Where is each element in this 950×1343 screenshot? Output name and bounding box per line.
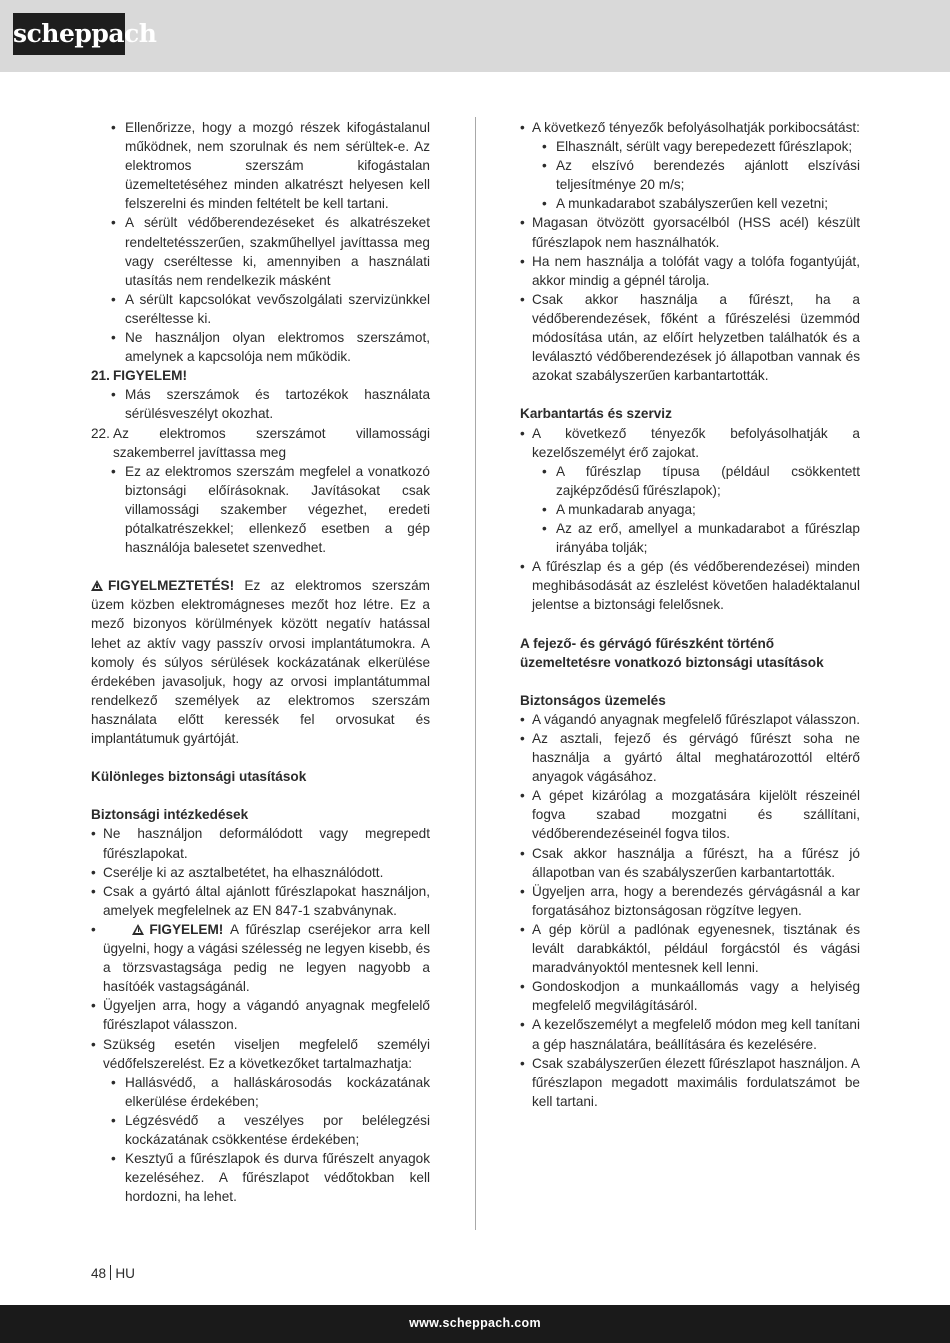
list-item: • Szükség esetén viseljen megfelelő személyi védőfelszerelést. Ez a következőket tartalmazhatja: <box>91 1036 430 1071</box>
warning-triangle-icon <box>91 580 103 591</box>
sub-list-item: • Légzésvédő a veszélyes por belélegzési kockázatának csökkentése érdekében; <box>111 1112 430 1147</box>
list-item: • A kezelőszemélyt a megfelelő módon meg kell tanítani a gép használatára, beállítására és kezelésére. <box>520 1017 860 1052</box>
list-item: • Cserélje ki az asztalbetétet, ha elhasználódott. <box>91 864 384 880</box>
section-heading: A fejező- és gérvágó fűrészként történő üzemeltetésre vonatkozó biztonsági utasítások <box>520 635 824 670</box>
website-url: www.scheppach.com <box>409 1316 541 1330</box>
list-item: • A gép körül a padlónak egyenesnek, tisztának és levált darabkáktól, például forgácstól és vágási maradványoktól mentesnek kell lenni. <box>520 921 860 976</box>
page-number: 48 HU <box>91 1266 135 1281</box>
list-item: • A sérült kapcsolókat vevőszolgálati szervizünkkel cseréltesse ki. <box>111 291 430 326</box>
list-item: • A gépet kizárólag a mozgatására kijelölt részeinél fogva szabad mozgatni és szállítani, védőberendezéseinél fogva tilos. <box>520 788 860 842</box>
sub-list-item: • A munkadarab anyaga; <box>542 501 696 517</box>
list-item: • Ne használjon deformálódott vagy megrepedt fűrészlapokat. <box>91 826 430 861</box>
list-item: • A vágandó anyagnak megfelelő fűrészlapot válasszon. <box>520 711 860 727</box>
list-item: • Más szerszámok és tartozékok használata sérülésveszélyt okozhat. <box>111 387 430 422</box>
scheppach-logo: scheppach <box>13 13 125 55</box>
list-item: • Ellenőrizze, hogy a mozgó részek kifogástalanul működnek, nem szorulnak és nem sérültek-e. Az elektromos szerszám kifogástalan üzemeltetéséhez minden alkatrészt helyesen kell felszerelni és minden feltételt be kell tartani. <box>111 120 430 212</box>
column-divider <box>475 117 476 1230</box>
list-item: • A sérült védőberendezéseket és alkatrészeket rendeltetésszerűen, szakműhellyel javíttassa meg vagy cseréltesse ki, amennyiben a használati utasítás nem rendelkezik másként <box>111 215 430 288</box>
list-item: • Csak akkor használja a fűrészt, ha a védőberendezések, főként a fűrészelési üzemmód módosítása után, az előírt helyzetben találhatók és a leválasztó védőberendezések jó állapotban vannak és azokat szabályszerűen karbantartották. <box>520 291 860 384</box>
list-item: • Ez az elektromos szerszám megfelel a vonatkozó biztonsági előírásoknak. Javításokat csak villamossági szakember végezhet, eredeti pótalkatrészekkel; ellenkező esetben a gép használója balesetet szenvedhet. <box>111 463 430 556</box>
sub-list-item: • Az az erő, amellyel a munkadarabot a fűrészlap irányába tolják; <box>542 520 860 556</box>
list-item: • A következő tényezők befolyásolhatják a kezelőszemélyt érő zajokat. <box>520 425 860 460</box>
sub-list-item: • Az elszívó berendezés ajánlott elszívási teljesítménye 20 m/s; <box>542 158 860 193</box>
list-item: • Ügyeljen arra, hogy a berendezés gérvágásnál a kar forgatásához biztonságosan rögzítve legyen. <box>520 883 860 918</box>
right-column <box>520 118 860 1111</box>
section-heading: Biztonságos üzemelés <box>520 692 666 708</box>
list-item: • Csak a gyártó által ajánlott fűrészlapokat használjon, amelyek megfelelnek az EN 847-1 szabványnak. <box>91 883 430 918</box>
left-column <box>91 118 430 1206</box>
page-header <box>0 0 950 72</box>
list-item: • Gondoskodjon a munkaállomás vagy a helyiség megfelelő megvilágításáról. <box>520 979 860 1014</box>
list-item: • Ne használjon olyan elektromos szerszámot, amelynek a kapcsolója nem működik. <box>111 330 430 365</box>
section-heading: Biztonsági intézkedések <box>91 807 249 823</box>
emf-warning-paragraph: FIGYELMEZTETÉS! Ez az elektromos szerszám üzem közben elektromágneses mezőt hoz létre. Ez a mező bizonyos körülmények között negatív hatással lehet az aktív vagy passzív orvosi implantátumokra. A komoly és súlyos sérülések kockázatának elkerülése érdekében javasoljuk, hogy az orvosi implantátummal rendelkező személyek az elektromos szerszám használata előtt keressék fel orvosukat és implantátumuk gyártóját. <box>91 578 430 746</box>
sub-list-item: • A munkadarabot szabályszerűen kell vezetni; <box>542 196 829 212</box>
list-item: • Magasan ötvözött gyorsacélból (HSS acél) készült fűrészlapok nem használhatók. <box>520 215 860 250</box>
list-item: • Ügyeljen arra, hogy a vágandó anyagnak megfelelő fűrészlapot válasszon. <box>91 998 430 1033</box>
list-item: • Csak szabályszerűen élezett fűrészlapot használjon. A fűrészlapon megadott maximális fordulatszámot be kell tartani. <box>520 1055 860 1109</box>
sub-list-item: • Hallásvédő, a halláskárosodás kockázatának elkerülése érdekében; <box>111 1074 430 1109</box>
list-item: • Az asztali, fejező és gérvágó fűrészt soha ne használja a gyártó által meghatározottól eltérő anyagok vágásához. <box>520 731 860 785</box>
numbered-item-22: 22. Az elektromos szerszámot villamossági szakemberrel javíttassa meg <box>91 425 430 460</box>
section-heading: Karbantartás és szerviz <box>520 406 672 422</box>
section-heading: Különleges biztonsági utasítások <box>91 769 307 785</box>
list-item: • FIGYELEM! A fűrészlap cseréjekor arra kell ügyelni, hogy a vágási szélesség ne legyen kisebb, és a törzsvastagsága pedig ne legyen nagyobb a hasítóék vastagságánál. <box>91 921 431 995</box>
sub-list-item: • A fűrészlap típusa (például csökkentett zajképződésű fűrészlapok); <box>542 463 860 498</box>
list-item: • A következő tényezők befolyásolhatják porkibocsátást: <box>520 120 860 135</box>
list-item: • A fűrészlap és a gép (és védőberendezései) minden meghibásodását az észlelést követően haladéktalanul jelentse a biztonsági felelősnek. <box>520 559 860 613</box>
page-number-separator <box>110 1265 111 1280</box>
list-item: • Csak akkor használja a fűrészt, ha a fűrész jó állapotban van és szabályszerűen karbantartották. <box>520 845 860 880</box>
numbered-item-21: 21. FIGYELEM! <box>91 368 188 384</box>
list-item: • Ha nem használja a tolófát vagy a tolófa fogantyúját, akkor mindig a gépnél tárolja. <box>520 253 860 288</box>
sub-list-item: • Kesztyű a fűrészlapok és durva fűrészelt anyagok kezeléséhez. A fűrészlapot védőtokban kell hordozni, ha lehet. <box>111 1151 430 1205</box>
sub-list-item: • Elhasznált, sérült vagy berepedezett fűrészlapok; <box>542 139 853 155</box>
page-footer <box>0 1305 950 1343</box>
warning-triangle-icon <box>132 924 144 935</box>
